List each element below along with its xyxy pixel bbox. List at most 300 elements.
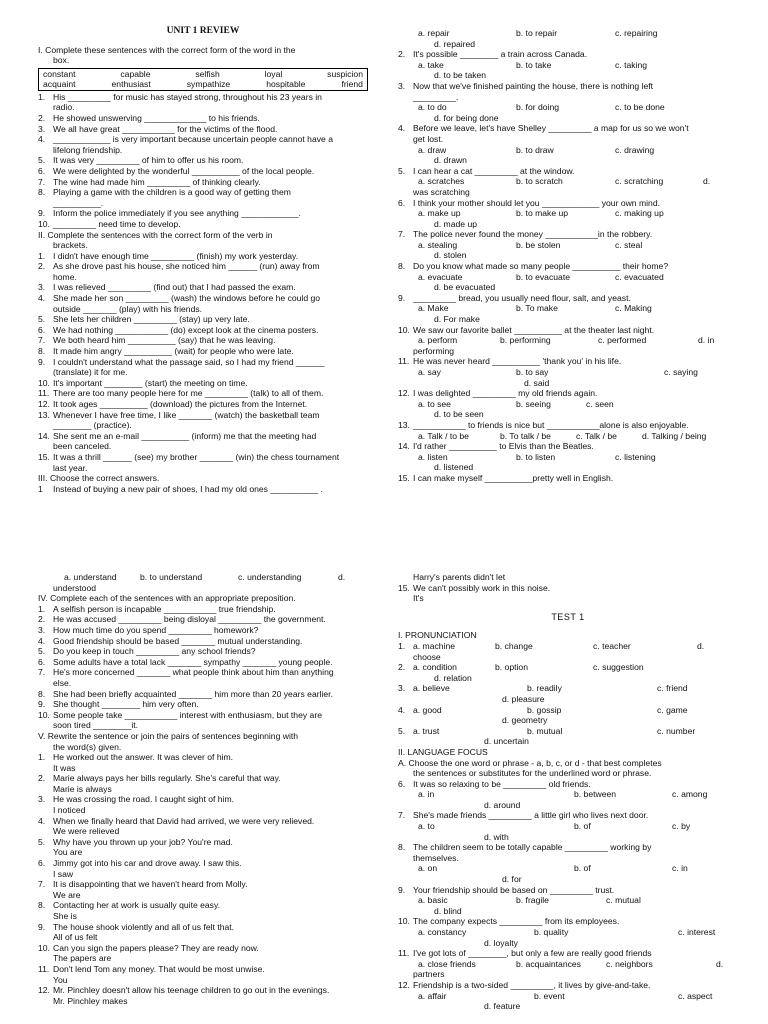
- question-text: else.: [53, 677, 72, 688]
- question-number: [38, 198, 53, 209]
- question-number: 3.: [38, 282, 46, 293]
- question-number: 1.: [38, 603, 46, 614]
- question-item: [38, 826, 368, 837]
- test-title: TEST 1: [551, 611, 585, 622]
- bottom-right-column: [398, 572, 738, 1012]
- option: b. seeing: [516, 398, 551, 409]
- question-text: We had nothing ___________ (do) except look at the cinema posters.: [53, 324, 319, 335]
- language-focus-list: [398, 779, 738, 1012]
- option: b. to take: [516, 59, 552, 70]
- question-item: [38, 625, 368, 636]
- question-item: [38, 293, 368, 304]
- question-text: been canceled.: [53, 441, 112, 452]
- question-number: [38, 720, 53, 731]
- option: b. of: [574, 863, 591, 874]
- question-text: I was delighted _________ my old friends again.: [413, 388, 598, 399]
- option: c. scratching: [615, 176, 664, 187]
- option: a. machine: [413, 640, 456, 651]
- question-text: Marie always pays her bills regularly. She's careful that way.: [53, 773, 281, 784]
- question-number: 5.: [38, 836, 46, 847]
- question-text: We were relieved: [53, 826, 120, 837]
- option: c. Making: [615, 303, 652, 314]
- answer-options: [398, 927, 738, 938]
- question-item: [38, 155, 368, 166]
- option: c. performed: [598, 335, 647, 346]
- option: b. to draw: [516, 144, 554, 155]
- question-item: [38, 113, 368, 124]
- answer-options: [398, 431, 738, 442]
- option: c. game: [657, 704, 688, 715]
- question-item: [38, 911, 368, 922]
- question-number: 10.: [398, 916, 410, 927]
- question-item: [38, 689, 368, 700]
- question-item: [38, 388, 368, 399]
- question-text: I didn't have enough time _________ (finish) my work yesterday.: [53, 250, 299, 261]
- option: a. trust: [413, 725, 440, 736]
- option: a. take: [418, 59, 444, 70]
- answer-options: [398, 959, 738, 970]
- question-item: [38, 943, 368, 954]
- line-cont: d. with: [484, 831, 509, 842]
- question-number: 12.: [398, 388, 410, 399]
- option: b. to understand: [140, 572, 203, 582]
- section-2-heading-cont: brackets.: [53, 240, 88, 251]
- question-number: 11.: [38, 963, 50, 974]
- question-item: [398, 356, 738, 367]
- question-text: outside _______ (play) with his friends.: [53, 303, 203, 314]
- question-text: It is disappointing that we haven't heard from Molly.: [53, 879, 248, 890]
- question-item: [38, 198, 368, 209]
- option: c. seen: [586, 398, 614, 409]
- question-item: [38, 996, 368, 1007]
- bottom-left-column: [38, 572, 368, 1006]
- option: b. to scratch: [516, 176, 563, 187]
- question-text: Don't lend Tom any money. That would be most unwise.: [53, 963, 265, 974]
- question-item: [398, 198, 738, 209]
- option: b. to say: [516, 367, 549, 377]
- option: c. mutual: [606, 895, 641, 906]
- question-item: [38, 869, 368, 880]
- question-number: [38, 932, 53, 943]
- option: a. to see: [418, 398, 451, 409]
- question-number: 3.: [38, 624, 46, 635]
- question-item: [38, 975, 368, 986]
- line-cont: get lost.: [413, 133, 444, 144]
- question-number: 9.: [398, 884, 406, 895]
- section-3-heading: III. Choose the correct answers.: [38, 473, 160, 484]
- question-number: 4.: [398, 704, 406, 715]
- question-item: [38, 145, 368, 156]
- option: b. to evacuate: [516, 271, 570, 282]
- question-item: [38, 452, 368, 463]
- question-number: 5.: [38, 646, 46, 657]
- line-cont: d. repaired: [434, 38, 476, 49]
- question-text: We were delighted by the wonderful __________ of the local people.: [53, 165, 315, 176]
- question-item: [38, 441, 368, 452]
- question-number: 4.: [38, 635, 46, 646]
- option: a. make up: [418, 208, 461, 219]
- question-text: ________ (practice).: [53, 420, 132, 431]
- option: a. evacuate: [418, 271, 463, 282]
- question-item: [38, 463, 368, 474]
- question-item: [38, 282, 368, 293]
- question-item: [38, 816, 368, 827]
- question-number: 14.: [38, 430, 50, 441]
- option: b. be stolen: [516, 239, 561, 250]
- question-number: 7.: [38, 176, 46, 187]
- line-cont: themselves.: [413, 852, 459, 863]
- question-number: 4.: [398, 123, 406, 134]
- question-number: 6.: [38, 165, 46, 176]
- question-number: [38, 826, 53, 837]
- answer-options: [398, 272, 738, 283]
- question-item: [398, 166, 738, 177]
- line-cont: was scratching: [413, 186, 470, 197]
- answer-options: [398, 208, 738, 219]
- option: b. between: [574, 789, 617, 800]
- question-item: [38, 837, 368, 848]
- question-item: [38, 346, 368, 357]
- section-2-list: [38, 251, 368, 473]
- question-item: [38, 420, 368, 431]
- question-text: I think your mother should let you ____________ your own mind.: [413, 197, 660, 208]
- question-item: [38, 985, 368, 996]
- top-right-column: [398, 28, 738, 484]
- option: b. option: [495, 662, 528, 673]
- question-text: All of us felt: [53, 932, 98, 943]
- option: a. listen: [418, 451, 448, 462]
- unit-title: UNIT 1 REVIEW: [166, 26, 240, 36]
- option: b. for doing: [516, 102, 559, 113]
- option: a. on: [418, 863, 438, 874]
- question-number: 9.: [38, 921, 46, 932]
- option: a. believe: [413, 683, 450, 694]
- question-item: [38, 667, 368, 678]
- question-item: [38, 847, 368, 858]
- question-number: [38, 996, 53, 1007]
- answer-options: [398, 60, 738, 71]
- rewrite-answer-line: Harry's parents didn't let: [413, 572, 506, 582]
- answer-options: [398, 662, 738, 673]
- question-text: I can make myself __________pretty well in English.: [413, 472, 614, 483]
- question-item: [398, 473, 738, 484]
- question-number: 10.: [38, 942, 50, 953]
- question-text: Inform the police immediately if you see anything ____________.: [53, 208, 301, 219]
- question-text: _________ bread, you usually need flour, salt, and yeast.: [413, 292, 631, 303]
- question-item: [398, 49, 738, 60]
- question-text: Whenever I have free time, I like _______ (watch) the basketball team: [53, 409, 320, 420]
- question-item: [398, 980, 738, 991]
- question-text: I noticed: [53, 805, 86, 816]
- question-item: [38, 166, 368, 177]
- question-text: She sent me an e-mail __________ (inform) me that the meeting had: [53, 430, 317, 441]
- question-number: 1: [38, 483, 43, 494]
- option: c. neighbors: [606, 958, 653, 969]
- question-number: [38, 805, 53, 816]
- question-text: He was never heard __________ 'thank you' in his life.: [413, 356, 622, 367]
- option: c. repairing: [615, 28, 658, 38]
- question-item: [38, 410, 368, 421]
- question-item: [398, 583, 738, 594]
- option: b. performing: [500, 335, 551, 346]
- question-number: 7.: [38, 879, 46, 890]
- question-item: [38, 378, 368, 389]
- box-word: loyal: [264, 68, 283, 79]
- question-item: [398, 293, 738, 304]
- question-text: The papers are: [53, 953, 112, 964]
- question-number: [38, 102, 53, 113]
- question-item: [38, 124, 368, 135]
- option: c. number: [657, 725, 696, 736]
- question-text: It was very _________ of him to offer us his room.: [53, 155, 244, 166]
- box-word: friend: [341, 79, 363, 90]
- question-text: The company expects _________ from its employees.: [413, 916, 620, 927]
- option: a. draw: [418, 144, 447, 155]
- section-4-heading: IV. Complete each of the sentences with an appropriate preposition.: [38, 593, 296, 604]
- question-number: 7.: [38, 335, 46, 346]
- question-item: [38, 314, 368, 325]
- question-text: I've got lots of ________, but only a few are really good friends: [413, 948, 652, 959]
- question-number: 8.: [38, 346, 46, 357]
- question-number: 1.: [38, 250, 46, 261]
- question-text: It's important ________ (start) the meeting on time.: [53, 377, 248, 388]
- answer-options: [398, 28, 738, 39]
- question-item: [38, 922, 368, 933]
- question-number: 13.: [398, 419, 410, 430]
- option: a. basic: [418, 895, 448, 906]
- section-1-heading-cont: box.: [53, 55, 70, 66]
- question-text: Instead of buying a new pair of shoes, I had my old ones __________ .: [53, 483, 323, 494]
- option: c. aspect: [678, 990, 713, 1001]
- question-number: 5.: [38, 155, 46, 166]
- question-number: 7.: [38, 667, 46, 678]
- question-item: [38, 890, 368, 901]
- option: d.: [703, 176, 711, 187]
- question-text: _________ need time to develop.: [53, 218, 181, 229]
- section-4-list: [38, 604, 368, 731]
- option: b. quality: [534, 927, 569, 937]
- question-number: [38, 441, 53, 452]
- question-item: [38, 177, 368, 188]
- question-number: 5.: [398, 725, 406, 736]
- question-number: 15.: [398, 582, 410, 593]
- box-word: acquaint: [43, 79, 76, 90]
- question-number: 6.: [38, 858, 46, 869]
- question-text: We both heard him __________ (say) that he was leaving.: [53, 335, 276, 346]
- line-cont: d. for being done: [434, 112, 499, 123]
- option: a. repair: [418, 28, 450, 38]
- question-number: 2.: [38, 112, 46, 123]
- question-item: [38, 261, 368, 272]
- question-number: [38, 272, 53, 283]
- answer-options: [398, 726, 738, 737]
- question-number: 1.: [38, 91, 46, 102]
- question-text: She's made friends _________ a little girl who lives next door.: [413, 810, 649, 821]
- option: c. understanding: [238, 572, 302, 582]
- question-number: 10.: [38, 709, 50, 720]
- question-text: The children seem to be totally capable _________ working by: [413, 842, 652, 853]
- question-number: 6.: [38, 656, 46, 667]
- question-number: 3.: [38, 794, 46, 805]
- question-text: Playing a game with the children is a good way of getting them: [53, 187, 291, 198]
- question-number: 8.: [38, 688, 46, 699]
- question-number: 9.: [38, 699, 46, 710]
- question-text: Good friendship should be based _______ mutual understanding.: [53, 635, 303, 646]
- line-cont: d. stolen: [434, 250, 467, 261]
- question-item: [38, 134, 368, 145]
- line-cont: partners: [413, 969, 445, 980]
- question-number: 7.: [398, 229, 406, 240]
- question-text: It took ages __________ (download) the pictures from the Internet.: [53, 399, 308, 409]
- option: a. good: [413, 704, 442, 715]
- question-text: Mr. Pinchley doesn't allow his teenage children to go out in the evenings.: [53, 985, 330, 996]
- answer-options: [398, 399, 738, 410]
- question-text: We are: [53, 889, 81, 900]
- answer-options: [398, 102, 738, 113]
- part-a-heading: A. Choose the one word or phrase - a, b, c, or d - that best completes: [398, 757, 662, 768]
- line-cont: d. to be taken: [434, 70, 487, 81]
- option: b. To make: [516, 303, 558, 314]
- question-text: It was so relaxing to be _________ old friends.: [413, 778, 591, 789]
- question-item: [38, 773, 368, 784]
- question-text: Do you keep in touch _________ any school friends?: [53, 646, 256, 657]
- option: b. gossip: [527, 704, 562, 715]
- box-word: enthusiast: [111, 79, 151, 90]
- question-text: Can you sign the papers please? They are ready now.: [53, 942, 259, 953]
- question-number: [38, 367, 53, 378]
- question-item: [398, 842, 738, 853]
- question-number: 12.: [398, 979, 410, 990]
- question-text: The house shook violently and all of us felt that.: [53, 921, 235, 932]
- question-text: __________.: [53, 197, 104, 208]
- option: c. by: [672, 821, 691, 832]
- line-cont: d. blind: [434, 905, 462, 916]
- section-1-heading: I. Complete these sentences with the correct form of the word in the: [38, 44, 296, 55]
- option: a. condition: [413, 662, 457, 673]
- question-number: [38, 975, 53, 986]
- question-item: [398, 885, 738, 896]
- question-text: Some adults have a total lack _______ sympathy _______ young people.: [53, 656, 333, 667]
- question-number: 6.: [398, 778, 406, 789]
- question-item: [38, 964, 368, 975]
- question-text: I was relieved _________ (find out) that I had passed the exam.: [53, 282, 296, 293]
- question-number: 8.: [38, 187, 46, 198]
- question-text: Your friendship should be based on _________ trust.: [413, 884, 615, 895]
- question-item: [38, 763, 368, 774]
- question-number: [38, 463, 53, 474]
- question-number: 12.: [38, 399, 50, 409]
- question-text: ___________ to friends is nice but ___________alone is also enjoyable.: [413, 419, 689, 430]
- question-text: Mr. Pinchley makes: [53, 995, 128, 1006]
- question-item: [38, 208, 368, 219]
- question-item: [38, 304, 368, 315]
- question-item: [38, 678, 368, 689]
- question-item: [398, 229, 738, 240]
- line-cont: d. be evacuated: [434, 282, 496, 293]
- top-left-column: [38, 26, 368, 494]
- question-item: [38, 614, 368, 625]
- option-cont: understood: [53, 582, 97, 593]
- option: b. fragile: [516, 895, 549, 906]
- section-5-heading: V. Rewrite the sentence or join the pairs of sentences beginning with: [38, 730, 299, 741]
- question-number: 11.: [38, 388, 50, 399]
- question-number: 1.: [38, 752, 46, 763]
- option: b. mutual: [527, 725, 563, 736]
- question-number: 15.: [398, 472, 410, 483]
- question-text: Marie is always: [53, 783, 112, 794]
- question-item: [398, 779, 738, 790]
- question-item: [38, 484, 368, 495]
- answer-options: [398, 789, 738, 800]
- option: c. suggestion: [593, 662, 644, 673]
- question-item: [398, 325, 738, 336]
- word-box: [38, 68, 368, 91]
- question-item: [38, 102, 368, 113]
- question-number: 2.: [38, 773, 46, 784]
- option: a. affair: [418, 990, 447, 1001]
- option: c. interest: [678, 927, 716, 937]
- option: c. drawing: [615, 144, 655, 155]
- question-text: She is: [53, 911, 77, 921]
- question-item: [38, 720, 368, 731]
- answer-options: [398, 641, 738, 652]
- section-2-heading: II. Complete the sentences with the correct form of the verb in: [38, 229, 273, 240]
- question-text: (translate) it for me.: [53, 367, 128, 378]
- question-item: [38, 784, 368, 795]
- box-word: capable: [120, 68, 151, 79]
- question-number: [38, 145, 53, 156]
- line-cont: d. loyalty: [484, 937, 518, 948]
- question-number: 1.: [398, 640, 406, 651]
- line-cont: d. feature: [484, 1001, 521, 1012]
- question-text: We all have great ___________ for the victims of the flood.: [53, 123, 278, 134]
- pronunciation-heading: I. PRONUNCIATION: [398, 630, 477, 641]
- answer-options: [398, 705, 738, 716]
- question-text: Friendship is a two-sided _________, it lives by give-and-take.: [413, 979, 651, 990]
- option: d. in: [698, 335, 715, 346]
- option: a. constancy: [418, 927, 467, 937]
- box-word: constant: [43, 68, 76, 79]
- line-cont: d. around: [484, 799, 521, 810]
- question-text: I'd rather __________ to Elvis than the Beatles.: [413, 441, 594, 452]
- question-item: [398, 420, 738, 431]
- option: d.: [338, 572, 346, 582]
- question-text: It was: [53, 762, 76, 773]
- line-cont: d. made up: [434, 218, 477, 229]
- question-number: 10.: [38, 377, 50, 388]
- question-number: [38, 678, 53, 689]
- question-text: You: [53, 974, 68, 985]
- line-cont: _________.: [413, 91, 459, 102]
- line-cont: performing: [413, 345, 455, 356]
- question-text: Before we leave, let's have Shelley _________ a map for us so we won't: [413, 123, 689, 134]
- option: b. To talk / be: [500, 430, 551, 441]
- question-item: [38, 272, 368, 283]
- question-number: [38, 953, 53, 964]
- answer-options: [398, 145, 738, 156]
- question-text: He was accused _________ being disloyal _________ the government.: [53, 614, 326, 625]
- question-text: His _________ for music has stayed strong, throughout his 23 years in: [53, 91, 322, 102]
- box-word: suspicion: [327, 68, 363, 79]
- question-item: [38, 710, 368, 721]
- question-text: A selfish person is incapable ___________ true friendship.: [53, 603, 276, 614]
- option: c. saying: [664, 367, 698, 377]
- option: b. to make up: [516, 208, 569, 219]
- question-number: 12.: [38, 985, 50, 996]
- question-text: He worked out the answer. It was clever of him.: [53, 752, 234, 763]
- question-number: 9.: [38, 208, 46, 219]
- answer-options: [398, 176, 738, 187]
